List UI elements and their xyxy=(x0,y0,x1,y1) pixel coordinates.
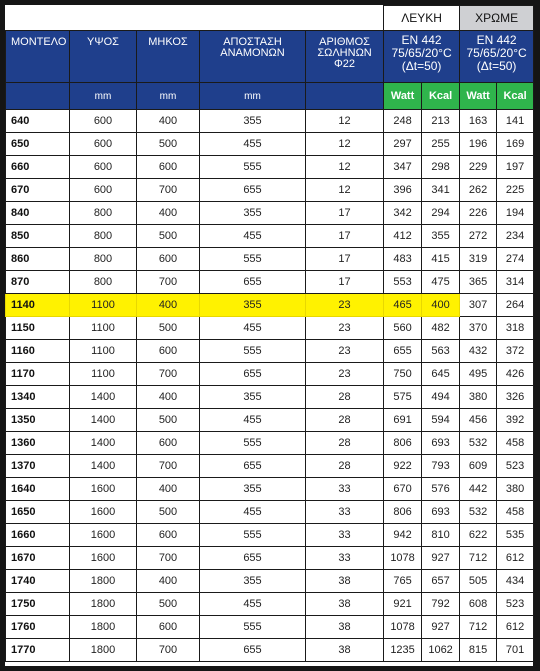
table-row xyxy=(6,156,534,179)
cell-tubes: 28 xyxy=(306,455,384,478)
cell-chrome-watt: 432 xyxy=(460,340,497,363)
table-row xyxy=(6,432,534,455)
cell-tubes: 38 xyxy=(306,639,384,662)
unit-white-kcal: Kcal xyxy=(422,83,460,110)
cell-white-kcal: 400 xyxy=(422,294,460,317)
col-header-standard-white xyxy=(384,31,460,83)
cell-chrome-kcal: 314 xyxy=(497,271,534,294)
cell-chrome-kcal: 392 xyxy=(497,409,534,432)
cell-chrome-watt: 505 xyxy=(460,570,497,593)
cell-length: 600 xyxy=(137,248,200,271)
cell-tubes: 17 xyxy=(306,271,384,294)
cell-spacing: 655 xyxy=(200,363,306,386)
cell-chrome-kcal: 523 xyxy=(497,455,534,478)
cell-chrome-kcal: 701 xyxy=(497,639,534,662)
cell-white-watt: 553 xyxy=(384,271,422,294)
cell-chrome-watt: 532 xyxy=(460,432,497,455)
cell-chrome-watt: 163 xyxy=(460,110,497,133)
cell-height: 800 xyxy=(70,271,137,294)
cell-white-watt: 806 xyxy=(384,432,422,455)
col-header-height xyxy=(70,31,137,83)
cell-chrome-watt: 370 xyxy=(460,317,497,340)
cell-chrome-watt: 622 xyxy=(460,524,497,547)
cell-model: 1770 xyxy=(6,639,70,662)
cell-length: 400 xyxy=(137,294,200,317)
cell-white-watt: 1078 xyxy=(384,547,422,570)
col-header-height-text: ΥΨΟΣ xyxy=(87,36,119,48)
cell-chrome-kcal: 434 xyxy=(497,570,534,593)
cell-tubes: 23 xyxy=(306,363,384,386)
cell-height: 600 xyxy=(70,179,137,202)
cell-length: 700 xyxy=(137,271,200,294)
cell-chrome-watt: 380 xyxy=(460,386,497,409)
cell-height: 1800 xyxy=(70,639,137,662)
cell-white-kcal: 793 xyxy=(422,455,460,478)
col-header-tubes-line2: ΣΩΛΗΝΩΝ xyxy=(317,47,372,59)
cell-height: 1100 xyxy=(70,363,137,386)
cell-chrome-watt: 262 xyxy=(460,179,497,202)
group-white-label: ΛΕΥΚΗ xyxy=(384,6,460,31)
cell-spacing: 655 xyxy=(200,179,306,202)
cell-white-kcal: 810 xyxy=(422,524,460,547)
cell-chrome-watt: 319 xyxy=(460,248,497,271)
cell-chrome-kcal: 326 xyxy=(497,386,534,409)
cell-white-watt: 670 xyxy=(384,478,422,501)
col-header-spacing-line1: ΑΠΟΣΤΑΣΗ xyxy=(223,36,282,48)
cell-white-watt: 1078 xyxy=(384,616,422,639)
cell-spacing: 355 xyxy=(200,478,306,501)
table-row xyxy=(6,616,534,639)
group-header-row xyxy=(6,6,534,31)
cell-chrome-watt: 307 xyxy=(460,294,497,317)
table-row xyxy=(6,248,534,271)
cell-chrome-watt: 272 xyxy=(460,225,497,248)
cell-tubes: 28 xyxy=(306,432,384,455)
cell-chrome-kcal: 535 xyxy=(497,524,534,547)
cell-chrome-kcal: 197 xyxy=(497,156,534,179)
cell-tubes: 38 xyxy=(306,570,384,593)
cell-white-kcal: 576 xyxy=(422,478,460,501)
col-header-model xyxy=(6,31,70,83)
cell-white-watt: 342 xyxy=(384,202,422,225)
unit-chrome-watt: Watt xyxy=(460,83,497,110)
cell-height: 1800 xyxy=(70,593,137,616)
cell-white-watt: 922 xyxy=(384,455,422,478)
col-header-tubes-line1: ΑΡΙΘΜΟΣ xyxy=(319,36,370,48)
table-row xyxy=(6,133,534,156)
cell-white-kcal: 693 xyxy=(422,501,460,524)
cell-tubes: 33 xyxy=(306,547,384,570)
cell-white-kcal: 482 xyxy=(422,317,460,340)
cell-spacing: 455 xyxy=(200,317,306,340)
cell-chrome-kcal: 458 xyxy=(497,432,534,455)
cell-chrome-kcal: 612 xyxy=(497,547,534,570)
cell-model: 870 xyxy=(6,271,70,294)
cell-spacing: 355 xyxy=(200,202,306,225)
cell-spacing: 555 xyxy=(200,156,306,179)
cell-tubes: 28 xyxy=(306,409,384,432)
cell-height: 1400 xyxy=(70,455,137,478)
col-header-spacing xyxy=(200,31,306,83)
cell-height: 1400 xyxy=(70,386,137,409)
cell-chrome-kcal: 194 xyxy=(497,202,534,225)
table-row xyxy=(6,110,534,133)
cell-height: 800 xyxy=(70,202,137,225)
cell-chrome-kcal: 274 xyxy=(497,248,534,271)
cell-height: 1600 xyxy=(70,478,137,501)
cell-tubes: 12 xyxy=(306,156,384,179)
cell-chrome-kcal: 141 xyxy=(497,110,534,133)
cell-chrome-kcal: 318 xyxy=(497,317,534,340)
cell-model: 1150 xyxy=(6,317,70,340)
unit-tubes-blank xyxy=(306,83,384,110)
cell-height: 1600 xyxy=(70,501,137,524)
radiator-spec-table xyxy=(5,5,534,662)
table-row xyxy=(6,294,534,317)
table-row xyxy=(6,386,534,409)
cell-model: 1740 xyxy=(6,570,70,593)
cell-chrome-kcal: 264 xyxy=(497,294,534,317)
cell-length: 700 xyxy=(137,547,200,570)
table-row xyxy=(6,340,534,363)
cell-white-kcal: 927 xyxy=(422,616,460,639)
cell-length: 500 xyxy=(137,317,200,340)
cell-tubes: 23 xyxy=(306,294,384,317)
cell-tubes: 38 xyxy=(306,616,384,639)
unit-spacing: mm xyxy=(200,83,306,110)
cell-chrome-watt: 495 xyxy=(460,363,497,386)
cell-white-watt: 806 xyxy=(384,501,422,524)
cell-white-watt: 942 xyxy=(384,524,422,547)
cell-tubes: 33 xyxy=(306,478,384,501)
col-header-tubes-line3: Φ22 xyxy=(334,58,356,70)
cell-length: 500 xyxy=(137,133,200,156)
cell-length: 700 xyxy=(137,639,200,662)
cell-length: 400 xyxy=(137,478,200,501)
table-row xyxy=(6,593,534,616)
table-row xyxy=(6,455,534,478)
standard-white-line1: EN 442 xyxy=(401,33,442,47)
cell-model: 850 xyxy=(6,225,70,248)
cell-tubes: 17 xyxy=(306,225,384,248)
cell-spacing: 455 xyxy=(200,409,306,432)
group-chrome-label: ΧΡΩΜΕ xyxy=(460,6,534,31)
cell-height: 1600 xyxy=(70,524,137,547)
cell-model: 1340 xyxy=(6,386,70,409)
cell-height: 1800 xyxy=(70,570,137,593)
spec-table-body xyxy=(6,110,534,662)
cell-model: 1670 xyxy=(6,547,70,570)
table-row xyxy=(6,524,534,547)
cell-chrome-kcal: 225 xyxy=(497,179,534,202)
cell-tubes: 12 xyxy=(306,179,384,202)
table-row xyxy=(6,317,534,340)
cell-model: 1640 xyxy=(6,478,70,501)
cell-chrome-kcal: 372 xyxy=(497,340,534,363)
cell-white-kcal: 792 xyxy=(422,593,460,616)
cell-model: 1650 xyxy=(6,501,70,524)
cell-tubes: 12 xyxy=(306,110,384,133)
cell-white-watt: 1235 xyxy=(384,639,422,662)
cell-spacing: 555 xyxy=(200,432,306,455)
cell-length: 600 xyxy=(137,156,200,179)
cell-model: 1750 xyxy=(6,593,70,616)
cell-model: 1370 xyxy=(6,455,70,478)
cell-white-watt: 560 xyxy=(384,317,422,340)
cell-length: 400 xyxy=(137,202,200,225)
cell-spacing: 355 xyxy=(200,110,306,133)
cell-white-watt: 412 xyxy=(384,225,422,248)
cell-model: 1140 xyxy=(6,294,70,317)
cell-white-kcal: 475 xyxy=(422,271,460,294)
cell-model: 1170 xyxy=(6,363,70,386)
cell-length: 500 xyxy=(137,501,200,524)
cell-length: 600 xyxy=(137,340,200,363)
cell-chrome-watt: 442 xyxy=(460,478,497,501)
cell-model: 650 xyxy=(6,133,70,156)
cell-height: 600 xyxy=(70,110,137,133)
cell-length: 600 xyxy=(137,432,200,455)
cell-chrome-kcal: 234 xyxy=(497,225,534,248)
cell-tubes: 28 xyxy=(306,386,384,409)
cell-spacing: 555 xyxy=(200,340,306,363)
cell-white-kcal: 563 xyxy=(422,340,460,363)
cell-white-watt: 347 xyxy=(384,156,422,179)
cell-length: 500 xyxy=(137,225,200,248)
cell-spacing: 455 xyxy=(200,501,306,524)
unit-length: mm xyxy=(137,83,200,110)
cell-tubes: 33 xyxy=(306,524,384,547)
cell-white-watt: 297 xyxy=(384,133,422,156)
cell-chrome-watt: 712 xyxy=(460,547,497,570)
cell-chrome-kcal: 523 xyxy=(497,593,534,616)
col-header-tubes xyxy=(306,31,384,83)
cell-white-watt: 575 xyxy=(384,386,422,409)
unit-chrome-kcal: Kcal xyxy=(497,83,534,110)
cell-spacing: 555 xyxy=(200,616,306,639)
col-header-length xyxy=(137,31,200,83)
cell-chrome-watt: 532 xyxy=(460,501,497,524)
cell-tubes: 23 xyxy=(306,317,384,340)
cell-tubes: 33 xyxy=(306,501,384,524)
cell-model: 660 xyxy=(6,156,70,179)
col-header-spacing-line2: ΑΝΑΜΟΝΩΝ xyxy=(220,47,285,59)
cell-spacing: 455 xyxy=(200,133,306,156)
cell-height: 800 xyxy=(70,225,137,248)
cell-tubes: 38 xyxy=(306,593,384,616)
cell-white-kcal: 255 xyxy=(422,133,460,156)
cell-white-kcal: 341 xyxy=(422,179,460,202)
cell-spacing: 455 xyxy=(200,225,306,248)
table-row xyxy=(6,363,534,386)
cell-white-kcal: 415 xyxy=(422,248,460,271)
radiator-spec-sheet xyxy=(5,5,533,666)
cell-chrome-watt: 456 xyxy=(460,409,497,432)
cell-chrome-watt: 365 xyxy=(460,271,497,294)
cell-length: 500 xyxy=(137,409,200,432)
cell-chrome-watt: 609 xyxy=(460,455,497,478)
cell-white-watt: 921 xyxy=(384,593,422,616)
cell-chrome-watt: 608 xyxy=(460,593,497,616)
cell-height: 600 xyxy=(70,133,137,156)
table-row xyxy=(6,639,534,662)
cell-chrome-watt: 229 xyxy=(460,156,497,179)
cell-length: 500 xyxy=(137,593,200,616)
cell-spacing: 555 xyxy=(200,248,306,271)
cell-white-kcal: 927 xyxy=(422,547,460,570)
col-header-length-text: ΜΗΚΟΣ xyxy=(148,36,188,48)
cell-model: 1160 xyxy=(6,340,70,363)
cell-white-watt: 765 xyxy=(384,570,422,593)
table-row xyxy=(6,409,534,432)
cell-chrome-watt: 712 xyxy=(460,616,497,639)
cell-length: 700 xyxy=(137,455,200,478)
cell-chrome-kcal: 169 xyxy=(497,133,534,156)
cell-height: 1100 xyxy=(70,294,137,317)
cell-white-kcal: 693 xyxy=(422,432,460,455)
cell-white-kcal: 213 xyxy=(422,110,460,133)
cell-height: 800 xyxy=(70,248,137,271)
cell-model: 1350 xyxy=(6,409,70,432)
cell-white-watt: 655 xyxy=(384,340,422,363)
group-header-spacer xyxy=(6,6,384,31)
standard-chrome-line1: EN 442 xyxy=(476,33,517,47)
cell-length: 400 xyxy=(137,110,200,133)
cell-tubes: 23 xyxy=(306,340,384,363)
cell-spacing: 355 xyxy=(200,570,306,593)
table-row xyxy=(6,570,534,593)
standard-chrome-line3: (Δt=50) xyxy=(476,59,517,73)
unit-height: mm xyxy=(70,83,137,110)
cell-white-kcal: 355 xyxy=(422,225,460,248)
cell-model: 640 xyxy=(6,110,70,133)
cell-spacing: 355 xyxy=(200,294,306,317)
cell-white-watt: 465 xyxy=(384,294,422,317)
cell-length: 400 xyxy=(137,570,200,593)
cell-white-kcal: 294 xyxy=(422,202,460,225)
unit-model-blank xyxy=(6,83,70,110)
cell-spacing: 555 xyxy=(200,524,306,547)
cell-length: 600 xyxy=(137,616,200,639)
table-row xyxy=(6,271,534,294)
cell-height: 1100 xyxy=(70,317,137,340)
cell-spacing: 355 xyxy=(200,386,306,409)
cell-length: 600 xyxy=(137,524,200,547)
standard-chrome-line2: 75/65/20°C xyxy=(466,46,527,60)
cell-model: 1660 xyxy=(6,524,70,547)
cell-white-watt: 248 xyxy=(384,110,422,133)
standard-white-line2: 75/65/20°C xyxy=(391,46,452,60)
cell-model: 1760 xyxy=(6,616,70,639)
table-row xyxy=(6,179,534,202)
cell-spacing: 655 xyxy=(200,547,306,570)
cell-chrome-kcal: 380 xyxy=(497,478,534,501)
col-header-standard-chrome xyxy=(460,31,534,83)
cell-chrome-watt: 226 xyxy=(460,202,497,225)
cell-model: 1360 xyxy=(6,432,70,455)
cell-spacing: 455 xyxy=(200,593,306,616)
cell-spacing: 655 xyxy=(200,455,306,478)
cell-model: 840 xyxy=(6,202,70,225)
cell-white-watt: 691 xyxy=(384,409,422,432)
table-row xyxy=(6,202,534,225)
cell-length: 700 xyxy=(137,363,200,386)
cell-white-kcal: 1062 xyxy=(422,639,460,662)
cell-tubes: 17 xyxy=(306,248,384,271)
table-row xyxy=(6,501,534,524)
unit-white-watt: Watt xyxy=(384,83,422,110)
cell-white-kcal: 298 xyxy=(422,156,460,179)
cell-height: 1400 xyxy=(70,409,137,432)
cell-model: 860 xyxy=(6,248,70,271)
cell-chrome-kcal: 612 xyxy=(497,616,534,639)
cell-height: 1800 xyxy=(70,616,137,639)
cell-spacing: 655 xyxy=(200,639,306,662)
cell-height: 1400 xyxy=(70,432,137,455)
cell-tubes: 17 xyxy=(306,202,384,225)
table-row xyxy=(6,547,534,570)
column-header-row xyxy=(6,31,534,83)
cell-model: 670 xyxy=(6,179,70,202)
table-row xyxy=(6,478,534,501)
cell-spacing: 655 xyxy=(200,271,306,294)
cell-chrome-kcal: 458 xyxy=(497,501,534,524)
cell-chrome-kcal: 426 xyxy=(497,363,534,386)
table-row xyxy=(6,225,534,248)
standard-white-line3: (Δt=50) xyxy=(401,59,442,73)
cell-height: 600 xyxy=(70,156,137,179)
cell-white-watt: 483 xyxy=(384,248,422,271)
cell-tubes: 12 xyxy=(306,133,384,156)
cell-height: 1600 xyxy=(70,547,137,570)
col-header-model-text: ΜΟΝΤΕΛΟ xyxy=(11,36,67,48)
cell-white-watt: 750 xyxy=(384,363,422,386)
unit-header-row xyxy=(6,83,534,110)
cell-white-kcal: 594 xyxy=(422,409,460,432)
cell-height: 1100 xyxy=(70,340,137,363)
cell-length: 700 xyxy=(137,179,200,202)
cell-chrome-watt: 196 xyxy=(460,133,497,156)
cell-white-kcal: 494 xyxy=(422,386,460,409)
cell-length: 400 xyxy=(137,386,200,409)
cell-chrome-watt: 815 xyxy=(460,639,497,662)
cell-white-kcal: 657 xyxy=(422,570,460,593)
cell-white-kcal: 645 xyxy=(422,363,460,386)
cell-white-watt: 396 xyxy=(384,179,422,202)
